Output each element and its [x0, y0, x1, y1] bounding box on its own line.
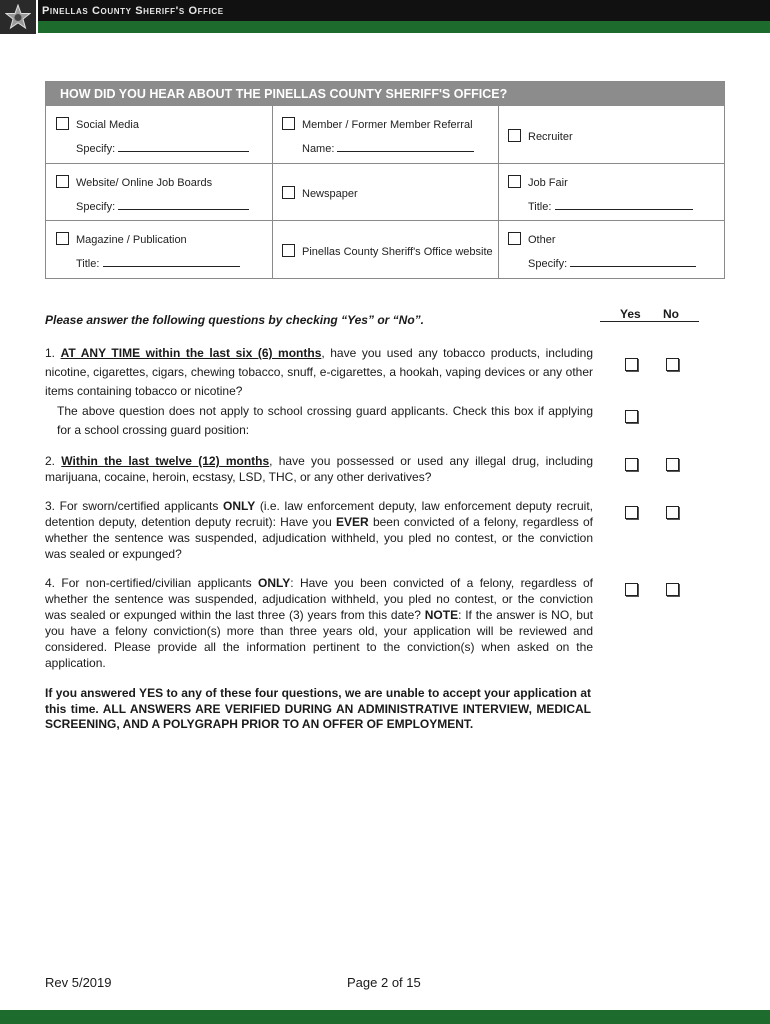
- no-column-header: No: [663, 307, 679, 321]
- crossing-guard-checkbox[interactable]: [625, 410, 638, 423]
- q4-yes-checkbox[interactable]: [625, 583, 638, 596]
- option-recruiter: Recruiter: [508, 129, 573, 143]
- other-checkbox[interactable]: [508, 232, 521, 245]
- q1-yes-checkbox[interactable]: [625, 358, 638, 371]
- page-number: Page 2 of 15: [347, 975, 421, 990]
- question-3: 3. For sworn/certified applicants ONLY (i.e. law enforcement deputy, law enforcement deputy recruit, detention deputy, detention deputy recruit): Have you EVER been convicted of a felony, regardless of whether the sentence was suspended, adjudication withheld, you pled no contest, or the conviction was sealed or expunged?: [45, 499, 593, 561]
- member-referral-checkbox[interactable]: [282, 117, 295, 130]
- option-other: Other Specify:: [508, 232, 696, 270]
- q4-no-checkbox[interactable]: [666, 583, 679, 596]
- other-specify-field[interactable]: [570, 256, 696, 267]
- revision-label: Rev 5/2019: [45, 975, 112, 990]
- social-specify-field[interactable]: [118, 141, 249, 152]
- job-fair-title-field[interactable]: [555, 199, 693, 210]
- option-magazine: Magazine / Publication Title:: [56, 232, 240, 270]
- question-4: 4. For non-certified/civilian applicants ONLY: Have you been convicted of a felony, regardless of whether the sentence was suspended, adjudication withheld, you pled no contest, or the conviction was sealed or expunged within the last three (3) years from this date? NOTE: If the answer is NO, but you have a felony conviction(s) more than three years old, your application will be reviewed and considered. Please provide all the information pertinent to the conviction(s) when asked on the application.: [45, 576, 593, 670]
- question-1: 1. AT ANY TIME within the last six (6) months, have you used any tobacco products, including nicotine, cigarettes, cigars, chewing tobacco, snuff, e-cigarettes, a hookah, vaping devices or any other items containing tobacco or nicotine?: [45, 346, 594, 398]
- sheriff-star-icon: [0, 0, 38, 34]
- option-website: Website/ Online Job Boards Specify:: [56, 175, 249, 213]
- website-checkbox[interactable]: [56, 175, 69, 188]
- question-1-note: The above question does not apply to school crossing guard applicants. Check this box if applying for a school crossing guard position:: [57, 404, 593, 437]
- q2-yes-checkbox[interactable]: [625, 458, 638, 471]
- header-bar: [0, 0, 770, 34]
- magazine-checkbox[interactable]: [56, 232, 69, 245]
- magazine-title-field[interactable]: [103, 256, 240, 267]
- option-social-media: Social Media Specify:: [56, 117, 249, 155]
- warning-text: If you answered YES to any of these four questions, we are unable to accept your application at this time. ALL ANSWERS ARE VERIFIED DURING AN ADMINISTRATIVE INTERVIEW, MEDICAL SCREENING, AND A POLYGRAPH PRIOR TO AN OFFER OF EMPLOYMENT.: [45, 686, 591, 731]
- job-fair-checkbox[interactable]: [508, 175, 521, 188]
- social-media-checkbox[interactable]: [56, 117, 69, 130]
- questions-intro: Please answer the following questions by checking “Yes” or “No”.: [45, 313, 424, 327]
- section-header: HOW DID YOU HEAR ABOUT THE PINELLAS COUNTY SHERIFF'S OFFICE?: [46, 82, 724, 106]
- newspaper-checkbox[interactable]: [282, 186, 295, 199]
- yes-column-header: Yes: [620, 307, 641, 321]
- recruiter-checkbox[interactable]: [508, 129, 521, 142]
- footer-bar: [0, 1010, 770, 1024]
- referral-source-section: [45, 81, 725, 279]
- option-newspaper: Newspaper: [282, 186, 358, 200]
- website-specify-field[interactable]: [118, 199, 249, 210]
- option-member-referral: Member / Former Member Referral Name:: [282, 117, 474, 155]
- option-job-fair: Job Fair Title:: [508, 175, 693, 213]
- org-title: Pinellas County Sheriff's Office: [42, 5, 224, 17]
- q3-no-checkbox[interactable]: [666, 506, 679, 519]
- question-2: 2. Within the last twelve (12) months, have you possessed or used any illegal drug, including marijuana, cocaine, heroin, ecstasy, LSD, THC, or any other derivatives?: [45, 454, 594, 484]
- pcso-website-checkbox[interactable]: [282, 244, 295, 257]
- q1-no-checkbox[interactable]: [666, 358, 679, 371]
- member-name-field[interactable]: [337, 141, 474, 152]
- option-pcso-website: Pinellas County Sheriff's Office website: [282, 244, 493, 258]
- q3-yes-checkbox[interactable]: [625, 506, 638, 519]
- q2-no-checkbox[interactable]: [666, 458, 679, 471]
